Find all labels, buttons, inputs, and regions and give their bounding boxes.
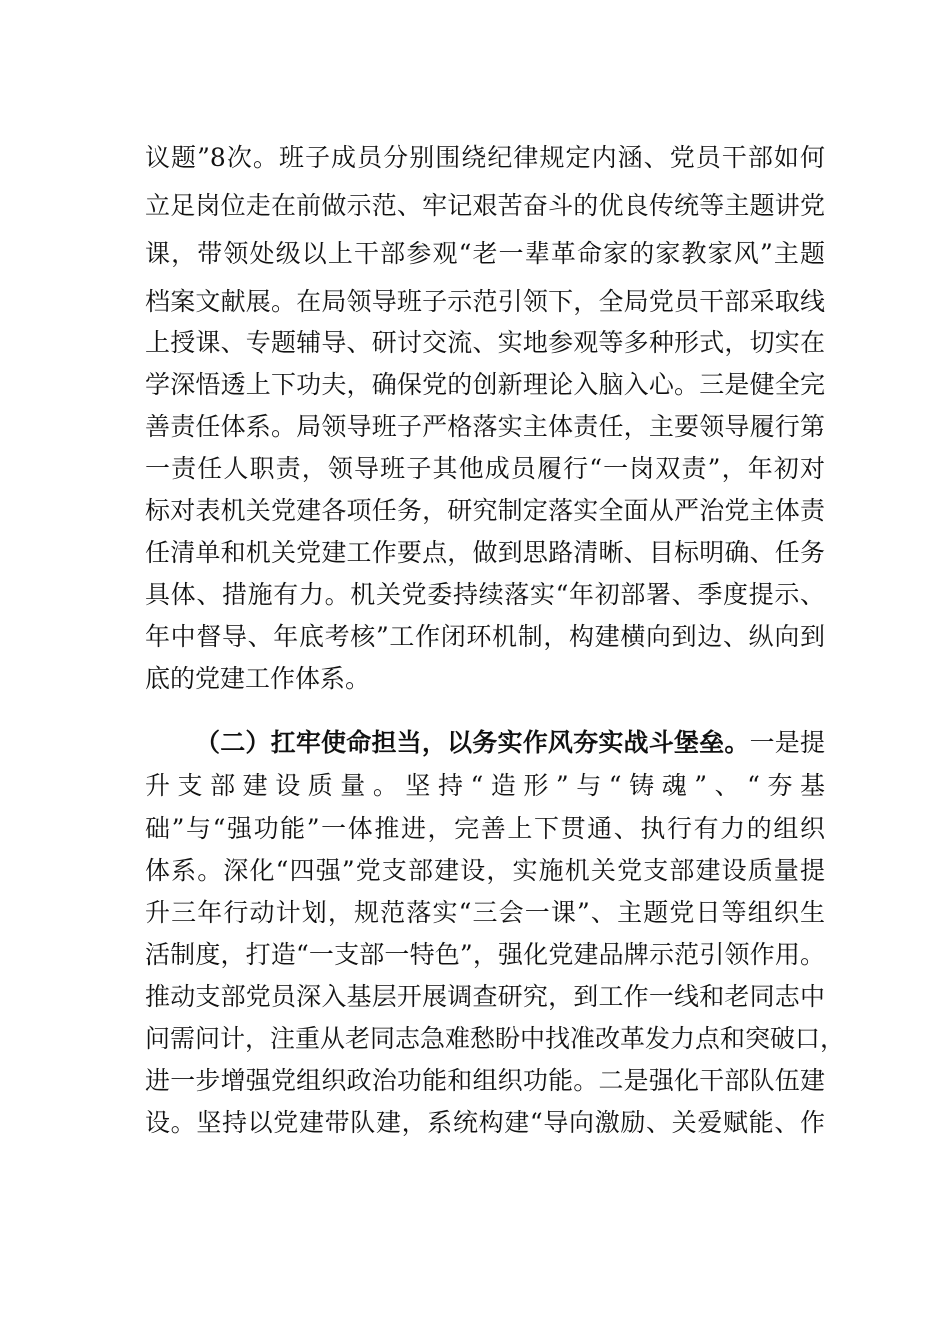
section-heading: （二）扛牢使命担当，以务实作风夯实战斗堡垒。 bbox=[195, 728, 750, 757]
paragraph-line: 课，带领处级以上干部参观“老一辈革命家的家教家风”主题 bbox=[145, 239, 825, 268]
paragraph-line: 活制度，打造“一支部一特色”，强化党建品牌示范引领作用。 bbox=[145, 940, 825, 969]
paragraph-line: 进一步增强党组织政治功能和组织功能。二是强化干部队伍建 bbox=[145, 1066, 825, 1095]
paragraph-line: 问需问计，注重从老同志急难愁盼中找准改革发力点和突破口， bbox=[145, 1024, 846, 1053]
paragraph-line: 上授课、专题辅导、研讨交流、实地参观等多种形式，切实在 bbox=[145, 328, 825, 357]
paragraph-line: 议题”8次。班子成员分别围绕纪律规定内涵、党员干部如何 bbox=[145, 143, 825, 172]
paragraph-line: 学深悟透上下功夫，确保党的创新理论入脑入心。三是健全完 bbox=[145, 370, 825, 399]
section-heading-line bbox=[195, 720, 825, 766]
paragraph-line: 推动支部党员深入基层开展调查研究，到工作一线和老同志中 bbox=[145, 982, 825, 1011]
paragraph-line: 标对表机关党建各项任务，研究制定落实全面从严治党主体责 bbox=[145, 496, 825, 525]
paragraph-line: 任清单和机关党建工作要点，做到思路清晰、目标明确、任务 bbox=[145, 538, 825, 567]
paragraph-line: 升支部建设质量。坚持“造形”与“铸魂”、“夯基 bbox=[145, 771, 825, 800]
paragraph-line: 底的党建工作体系。 bbox=[145, 664, 371, 693]
paragraph-line: 设。坚持以党建带队建，系统构建“导向激励、关爱赋能、作 bbox=[145, 1108, 825, 1137]
paragraph-line: 升三年行动计划，规范落实“三会一课”、主题党日等组织生 bbox=[145, 898, 825, 927]
paragraph-line: 具体、措施有力。机关党委持续落实“年初部署、季度提示、 bbox=[145, 580, 825, 609]
paragraph-line: 立足岗位走在前做示范、牢记艰苦奋斗的优良传统等主题讲党 bbox=[145, 191, 825, 220]
paragraph-line: 体系。深化“四强”党支部建设，实施机关党支部建设质量提 bbox=[145, 856, 825, 885]
paragraph-line: 础”与“强功能”一体推进，完善上下贯通、执行有力的组织 bbox=[145, 814, 825, 843]
paragraph-line: 年中督导、年底考核”工作闭环机制，构建横向到边、纵向到 bbox=[145, 622, 825, 651]
paragraph-line: 善责任体系。局领导班子严格落实主体责任，主要领导履行第 bbox=[145, 412, 825, 441]
paragraph-line: 一责任人职责，领导班子其他成员履行“一岗双责”，年初对 bbox=[145, 454, 825, 483]
section-heading-tail: 一是提 bbox=[749, 728, 825, 757]
paragraph-line: 档案文献展。在局领导班子示范引领下，全局党员干部采取线 bbox=[145, 287, 825, 316]
